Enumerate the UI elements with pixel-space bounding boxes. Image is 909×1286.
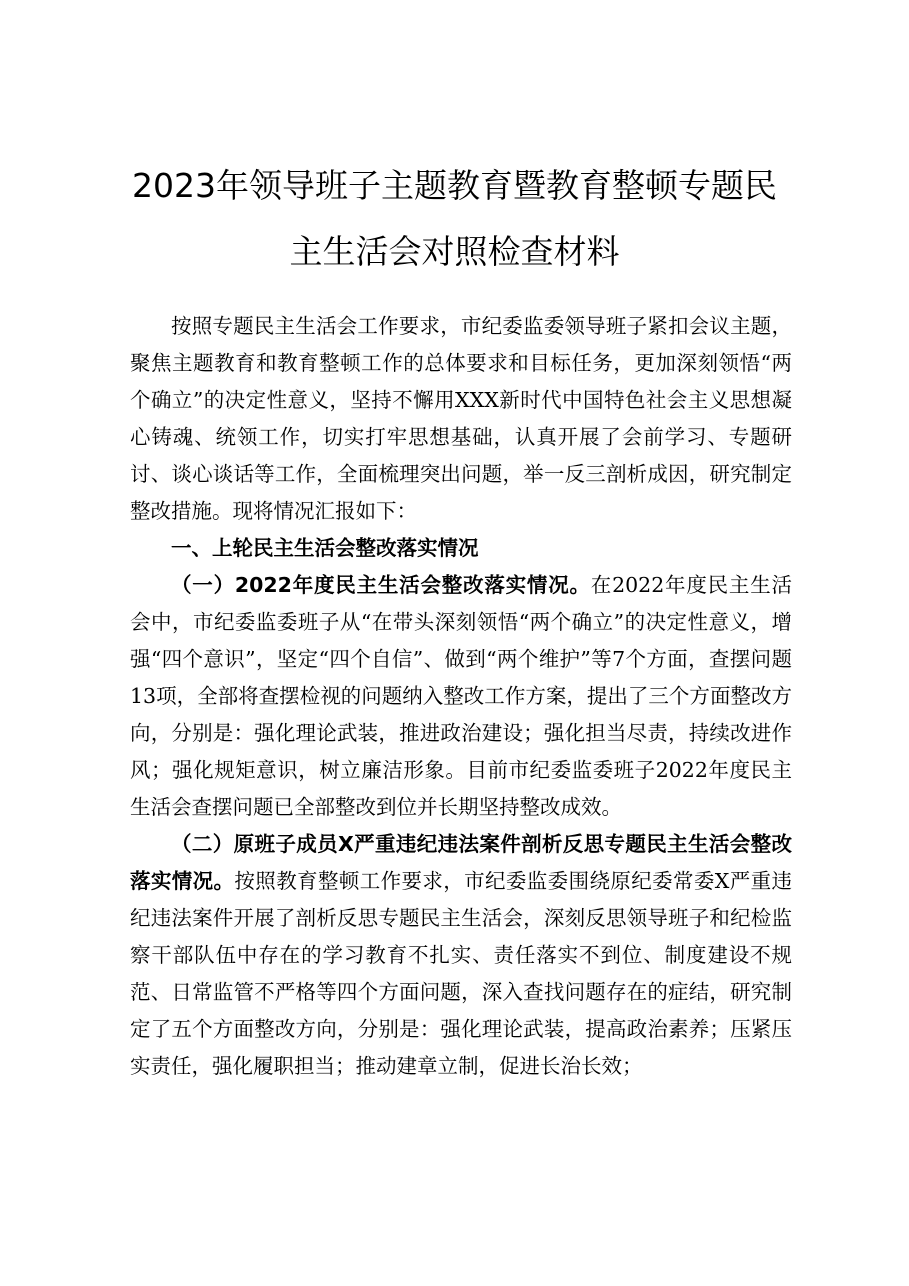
section-heading-1: 一、上轮民主生活会整改落实情况	[171, 536, 479, 560]
subsection-paragraph-1	[130, 567, 792, 826]
document-body	[130, 308, 792, 1085]
subsection-label-1: （一）2022年度民主生活会整改落实情况。	[171, 573, 591, 597]
document-title-line-2: 主生活会对照检查材料	[289, 232, 620, 271]
intro-paragraph: 按照专题民主生活会工作要求，市纪委监委领导班子紧扣会议主题，聚焦主题教育和教育整顿工作的总体要求和目标任务，更加深刻领悟“两个确立”的决定性意义，坚持不懈用XXX新时代中国特色社会主义思想凝心铸魂、统领工作，切实打牢思想基础，认真开展了会前学习、专题研讨、谈心谈话等工作，全面梳理突出问题，举一反三剖析成因，研究制定整改措施。现将情况汇报如下：	[130, 314, 792, 523]
subsection-paragraph-2	[130, 826, 792, 1085]
subsection-label-2: （二）原班子成员X严重违纪违法案件剖析反思专题民主生活会整改落实情况。	[130, 832, 792, 893]
subsection-text-2: 按照教育整顿工作要求，市纪委监委围绕原纪委常委X严重违纪违法案件开展了剖析反思专题民主生活会，深刻反思领导班子和纪检监察干部队伍中存在的学习教育不扎实、责任落实不到位、制度建设不规范、日常监管不严格等四个方面问题，深入查找问题存在的症结，研究制定了五个方面整改方向，分别是：强化理论武装，提高政治素养；压紧压实责任，强化履职担当；推动建章立制，促进长治长效；	[130, 869, 793, 1078]
subsection-text-1: 在2022年度民主生活会中，市纪委监委班子从“在带头深刻领悟“两个确立”的决定性意义，增强“四个意识”，坚定“四个自信”、做到“两个维护”等7个方面，查摆问题13项，全部将查摆检视的问题纳入整改工作方案，提出了三个方面整改方向，分别是：强化理论武装，推进政治建设；强化担当尽责，持续改进作风；强化规矩意识，树立廉洁形象。目前市纪委监委班子2022年度民主生活会查摆问题已全部整改到位并长期坚持整改成效。	[130, 573, 793, 819]
document-title-line-1: 2023年领导班子主题教育暨教育整顿专题民	[132, 166, 777, 205]
